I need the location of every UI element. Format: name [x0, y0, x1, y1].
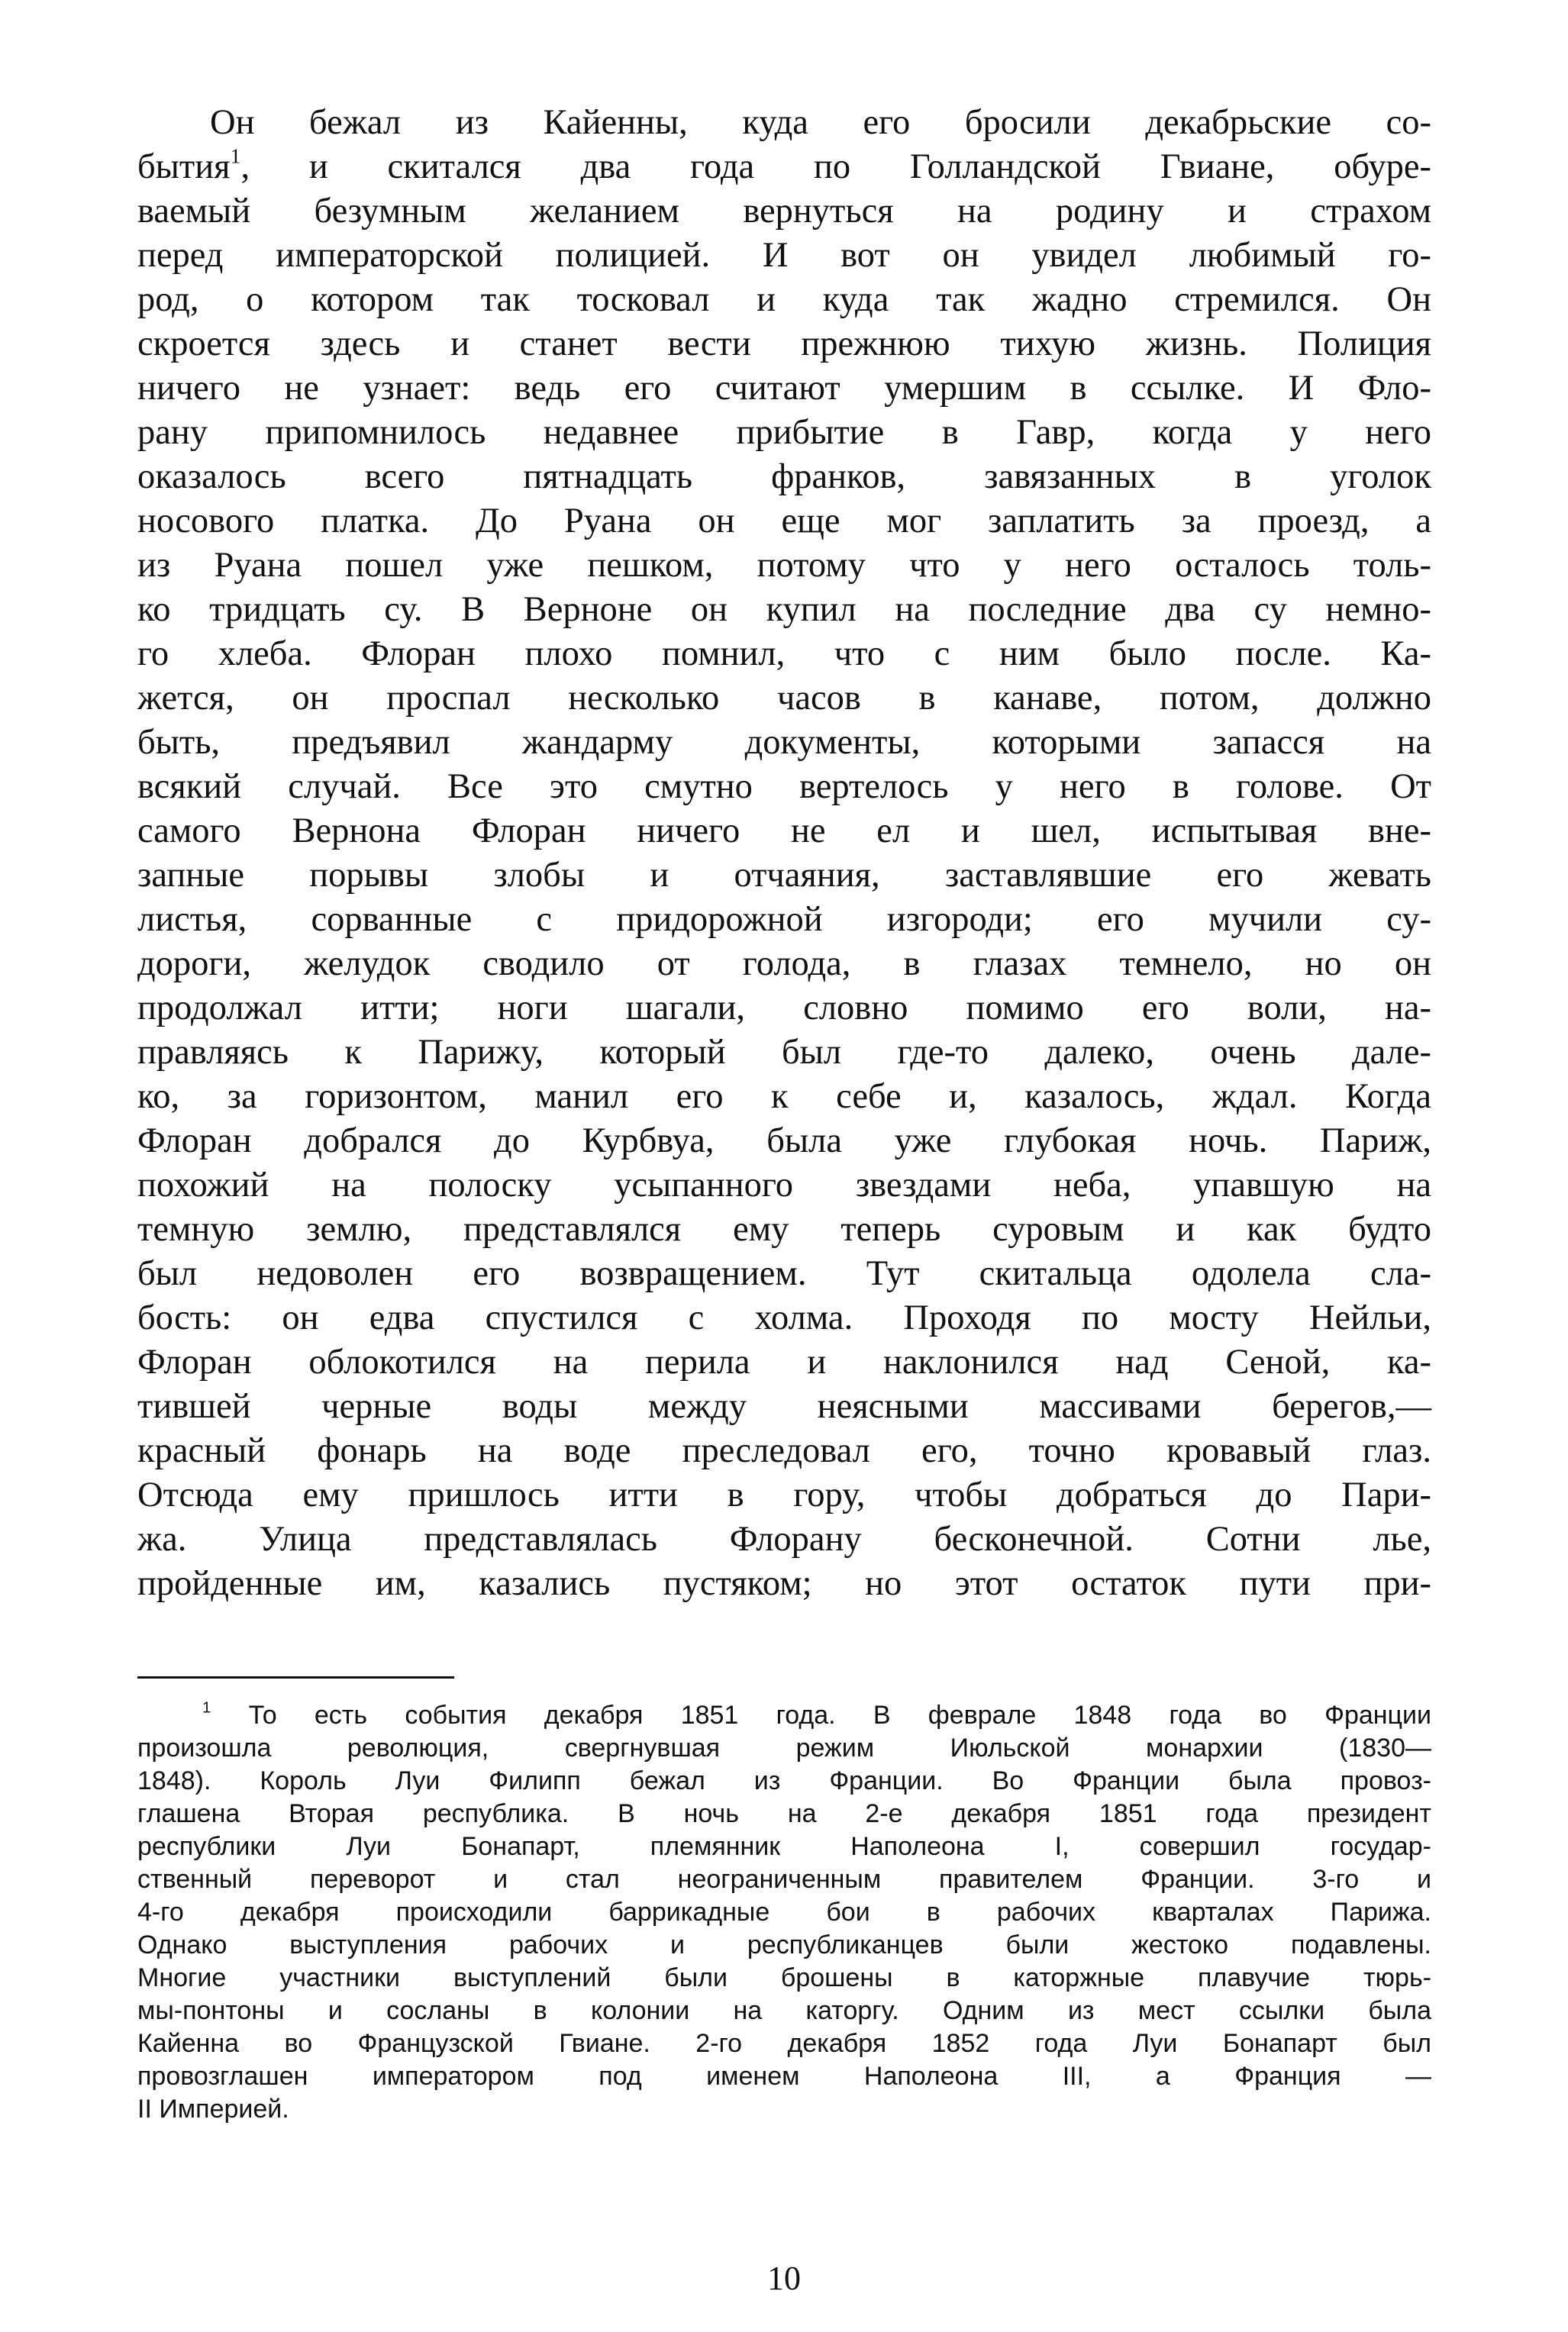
page-number: 10 — [767, 2259, 801, 2297]
footnote-line — [137, 1699, 1431, 1732]
footnote-line: 4-го декабря происходили баррикадные бои в рабочих кварталах Парижа. — [137, 1898, 1431, 1927]
footnote-line: Многие участники выступлений были брошены в каторжные плавучие тюрь- — [137, 1963, 1431, 1992]
main-text-line: всякий случай. Все это смутно вертелось у него в голове. От — [137, 767, 1431, 806]
main-text-line: был недоволен его возвращением. Тут скитальца одолела сла- — [137, 1254, 1431, 1293]
main-text-line: Отсюда ему пришлось итти в гору, чтобы добраться до Пари- — [137, 1476, 1431, 1514]
footnote-marker: 1 — [202, 1699, 211, 1717]
main-text-line — [137, 145, 1431, 189]
main-text-line: бость: он едва спустился с холма. Проходя по мосту Нейльи, — [137, 1298, 1431, 1337]
footnote-line-text: То есть события декабря 1851 года. В феврале 1848 года во Франции — [248, 1701, 1431, 1730]
footnote-line: республики Луи Бонапарт, племянник Наполеона I, совершил государ- — [137, 1832, 1431, 1861]
main-text-line: носового платка. До Руана он еще мог заплатить за проезд, а — [137, 502, 1431, 540]
main-text-line: Флоран добрался до Курбвуа, была уже глубокая ночь. Париж, — [137, 1121, 1431, 1160]
footnote-line: провозглашен императором под именем Наполеона III, а Франция — — [137, 2062, 1431, 2091]
footnote-line: 1848). Король Луи Филипп бежал из Франции. Во Франции была провоз- — [137, 1766, 1431, 1795]
footnote-reference: 1 — [230, 144, 241, 169]
footnote-line: Кайенна во Французской Гвиане. 2-го декабря 1852 года Луи Бонапарт был — [137, 2029, 1431, 2058]
main-text-line: перед императорской полицией. И вот он увидел любимый го- — [137, 236, 1431, 275]
main-text-line: самого Вернона Флоран ничего не ел и шел, испытывая вне- — [137, 811, 1431, 850]
footnote-line: Однако выступления рабочих и республиканцев были жестоко подавлены. — [137, 1930, 1431, 1959]
main-text-line: пройденные им, казались пустяком; но этот остаток пути при- — [137, 1564, 1431, 1603]
footnote-divider — [137, 1676, 454, 1679]
main-text-line: темную землю, представлялся ему теперь суровым и как будто — [137, 1210, 1431, 1249]
main-text-line: род, о котором так тосковал и куда так жадно стремился. Он — [137, 280, 1431, 319]
main-text-line: ваемый безумным желанием вернуться на родину и страхом — [137, 192, 1431, 231]
footnote-line: глашена Вторая республика. В ночь на 2-е декабря 1851 года президент — [137, 1799, 1431, 1828]
footnote-line: II Империей. — [137, 2095, 289, 2124]
main-text-line: правляясь к Парижу, который был где-то далеко, очень дале- — [137, 1033, 1431, 1072]
main-text-line: продолжал итти; ноги шагали, словно помимо его воли, на- — [137, 989, 1431, 1027]
main-text-line: ко тридцать су. В Верноне он купил на последние два су немно- — [137, 590, 1431, 629]
footnote-line: ственный переворот и стал неограниченным правителем Франции. 3-го и — [137, 1865, 1431, 1894]
main-text-line: Он бежал из Кайенны, куда его бросили декабрьские со- — [210, 103, 1431, 142]
main-text-line: листья, сорванные с придорожной изгороди; его мучили су- — [137, 900, 1431, 939]
main-text-line: ничего не узнает: ведь его считают умершим в ссылке. И Фло- — [137, 369, 1431, 408]
main-text-line: быть, предъявил жандарму документы, которыми запасся на — [137, 723, 1431, 762]
main-text-line: похожий на полоску усыпанного звездами неба, упавшую на — [137, 1166, 1431, 1205]
main-text-line: жа. Улица представлялась Флорану бесконечной. Сотни лье, — [137, 1520, 1431, 1559]
main-text-line: Флоран облокотился на перила и наклонился над Сеной, ка- — [137, 1343, 1431, 1382]
main-text-line: из Руана пошел уже пешком, потому что у него осталось толь- — [137, 546, 1431, 585]
main-text-line: го хлеба. Флоран плохо помнил, что с ним было после. Ка- — [137, 634, 1431, 673]
main-text-line: запные порывы злобы и отчаяния, заставлявшие его жевать — [137, 856, 1431, 895]
main-text-line: красный фонарь на воде преследовал его, точно кровавый глаз. — [137, 1431, 1431, 1470]
main-text-line: ко, за горизонтом, манил его к себе и, казалось, ждал. Когда — [137, 1077, 1431, 1116]
main-text-line: тившей черные воды между неясными массивами берегов,— — [137, 1387, 1431, 1426]
main-text-line: жется, он проспал несколько часов в канаве, потом, должно — [137, 679, 1431, 718]
main-text-line: скроется здесь и станет вести прежнюю тихую жизнь. Полиция — [137, 324, 1431, 363]
main-text-line-start: бытия — [137, 147, 231, 186]
footnote-line: произошла революция, свергнувшая режим Июльской монархии (1830— — [137, 1734, 1431, 1763]
main-text-line: дороги, желудок сводило от голода, в глазах темнело, но он — [137, 944, 1431, 983]
main-text-line: рану припомнилось недавнее прибытие в Гавр, когда у него — [137, 413, 1431, 452]
main-text-line-rest: , и скитался два года по Голландской Гвиане, обуре- — [240, 147, 1431, 186]
main-text-line: оказалось всего пятнадцать франков, завязанных в уголок — [137, 457, 1431, 496]
footnote-line: мы-понтоны и сосланы в колонии на каторгу. Одним из мест ссылки была — [137, 1996, 1431, 2025]
